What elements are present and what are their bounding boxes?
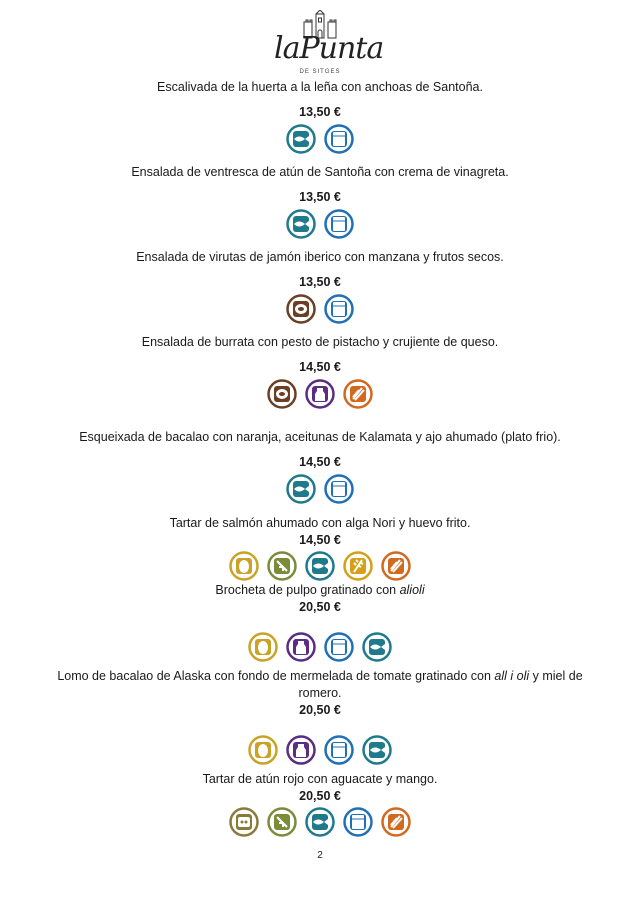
dish-name: Tartar de atún rojo con aguacate y mango.: [202, 772, 438, 786]
celery-icon: [343, 379, 373, 409]
mustard-icon: [267, 807, 297, 837]
fish-icon: [286, 209, 316, 239]
fish-icon: [362, 735, 392, 765]
menu-item: [0, 771, 640, 837]
fridge-icon: [324, 294, 354, 324]
restaurant-logo: [270, 10, 384, 80]
fish-icon: [286, 474, 316, 504]
nut-icon: [267, 379, 297, 409]
fridge-icon: [324, 735, 354, 765]
fish-icon: [305, 807, 335, 837]
logo-subtitle: DE SITGES: [299, 69, 341, 75]
fish-icon: [362, 632, 392, 662]
dish-name: [0, 668, 640, 702]
menu-item: [0, 429, 640, 504]
fridge-icon: [343, 807, 373, 837]
egg-icon: [248, 735, 278, 765]
dish-name: [0, 582, 640, 599]
dish-price: 13,50 €: [299, 105, 341, 119]
milk-icon: [286, 632, 316, 662]
allergen-icons: [0, 379, 640, 409]
allergen-icons: [0, 124, 640, 154]
logo-wordmark: laPunta: [274, 31, 384, 66]
allergen-icons: [0, 209, 640, 239]
page-number: 2: [317, 850, 323, 861]
dish-price: 20,50 €: [299, 600, 341, 614]
gluten-icon: [343, 551, 373, 581]
dish-price: 13,50 €: [299, 275, 341, 289]
dish-name: Ensalada de virutas de jamón iberico con manzana y frutos secos.: [136, 250, 504, 264]
allergen-icons: [0, 632, 640, 662]
menu-item: [0, 668, 640, 765]
allergen-icons: [0, 474, 640, 504]
menu-item: [0, 334, 640, 409]
milk-icon: [305, 379, 335, 409]
dish-price: 13,50 €: [299, 190, 341, 204]
egg-icon: [229, 551, 259, 581]
dish-price: 14,50 €: [299, 533, 341, 547]
allergen-icons: [0, 294, 640, 324]
dish-price: 14,50 €: [299, 455, 341, 469]
mustard-icon: [267, 551, 297, 581]
dish-name: Ensalada de ventresca de atún de Santoña con crema de vinagreta.: [131, 165, 509, 179]
fridge-icon: [324, 209, 354, 239]
celery-icon: [381, 551, 411, 581]
soy-icon: [229, 807, 259, 837]
dish-name: Esqueixada de bacalao con naranja, aceitunas de Kalamata y ajo ahumado (plato frio).: [79, 430, 561, 444]
celery-icon: [381, 807, 411, 837]
allergen-icons: [0, 735, 640, 765]
menu-item: [0, 164, 640, 239]
allergen-icons: [0, 551, 640, 581]
dish-price: 20,50 €: [299, 703, 341, 717]
menu-item: [0, 249, 640, 324]
milk-icon: [286, 735, 316, 765]
egg-icon: [248, 632, 278, 662]
dish-name-text: Lomo de bacalao de Alaska con fondo de mermelada de tomate gratinado con: [57, 669, 495, 683]
dish-name-emphasis: all i oli: [494, 669, 530, 683]
fridge-icon: [324, 632, 354, 662]
dish-name-text: Brocheta de pulpo gratinado con: [215, 583, 400, 597]
dish-name: Escalivada de la huerta a la leña con anchoas de Santoña.: [157, 80, 483, 94]
menu-item: [0, 515, 640, 581]
dish-price: 20,50 €: [299, 789, 341, 803]
dish-name-text: y miel de romero.: [298, 669, 583, 700]
dish-name: Ensalada de burrata con pesto de pistacho y crujiente de queso.: [141, 335, 499, 349]
fridge-icon: [324, 474, 354, 504]
fish-icon: [305, 551, 335, 581]
fish-icon: [286, 124, 316, 154]
fridge-icon: [324, 124, 354, 154]
allergen-icons: [0, 807, 640, 837]
menu-item: [0, 582, 640, 662]
menu-item: [0, 79, 640, 154]
dish-price: 14,50 €: [299, 360, 341, 374]
nut-icon: [286, 294, 316, 324]
dish-name-emphasis: alioli: [399, 583, 425, 597]
dish-name: Tartar de salmón ahumado con alga Nori y huevo frito.: [169, 516, 471, 530]
